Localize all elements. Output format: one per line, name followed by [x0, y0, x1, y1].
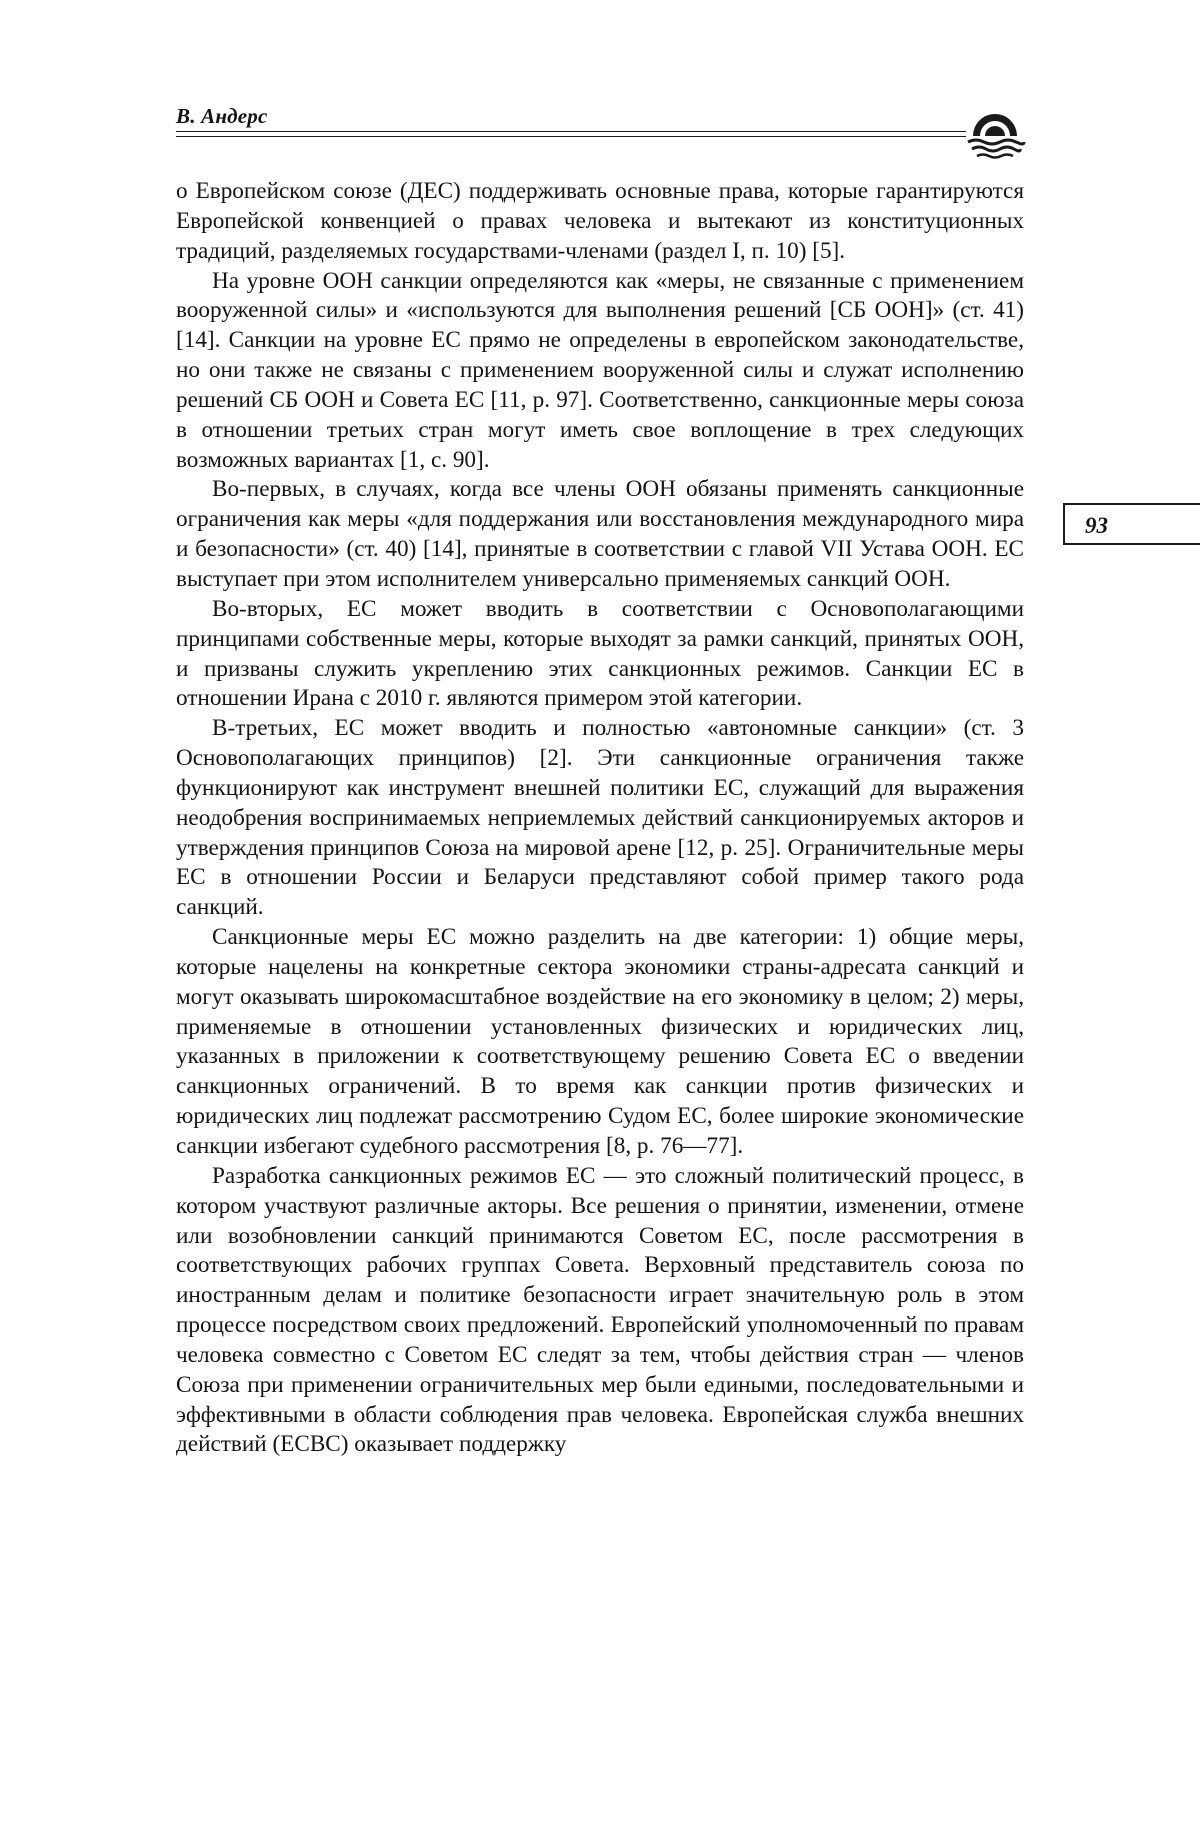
paragraph-2: На уровне ООН санкции определяются как «меры, не связанные с применением вооруженной силы» и «используются для выполнения решений [СБ ООН]» (ст. 41) [14]. Санкции на уровне ЕС прямо не определены в европейском законодательстве, но они также не связаны с применением вооруженной силы и служат исполнению решений СБ ООН и Совета ЕС [11, p. 97]. Соответственно, санкционные меры союза в отношении третьих стран могут иметь свое воплощение в трех следующих возможных вариантах [1, c. 90]. [176, 267, 1024, 473]
running-head: В. Андерс [176, 104, 268, 128]
page-number-box [1063, 503, 1200, 545]
article-body [176, 177, 1024, 1460]
paragraph-3: Во-первых, в случаях, когда все члены ООН обязаны применять санкционные ограничения как меры «для поддержания или восстановления международного мира и безопасности» (ст. 40) [14], принятые в соответствии с главой VII Устава ООН. ЕС выступает при этом исполнителем универсально применяемых санкций ООН. [176, 476, 1024, 592]
header-rule-top [176, 131, 966, 132]
sun-over-waves-icon [964, 106, 1026, 168]
paragraph-4: Во-вторых, ЕС может вводить в соответствии с Основополагающими принципами собственные меры, которые выходят за рамки санкций, принятых ООН, и призваны служить укреплению этих санкционных режимов. Санкции ЕС в отношении Ирана с 2010 г. являются примером этой категории. [176, 595, 1024, 712]
paragraph-1: о Европейском союзе (ДЕС) поддерживать основные права, которые гарантируются Европейской конвенцией о правах человека и вытекают из конституционных традиций, разделяемых государствами-членами (раздел I, п. 10) [5]. [176, 178, 1024, 264]
page-number: 93 [1085, 513, 1108, 538]
header-rule-bottom [176, 136, 966, 137]
paragraph-7: Разработка санкционных режимов ЕС — это сложный политический процесс, в котором участвуют различные акторы. Все решения о принятии, изменении, отмене или возобновлении санкций принимаются Советом ЕС, после рассмотрения в соответствующих рабочих группах Совета. Верховный представитель союза по иностранным делам и политике безопасности играет значительную роль в этом процессе посредством своих предложений. Европейский уполномоченный по правам человека совместно с Советом ЕС следят за тем, чтобы действия стран — членов Союза при применении ограничительных мер были едиными, последовательными и эффективными в области соблюдения прав человека. Европейская служба внешних действий (ЕСВС) оказывает поддержку [176, 1162, 1024, 1458]
paragraph-6: Санкционные меры ЕС можно разделить на две категории: 1) общие меры, которые нацелены на конкретные сектора экономики страны-адресата санкций и могут оказывать широкомасштабное воздействие на его экономику в целом; 2) меры, применяемые в отношении установленных физических и юридических лиц, указанных в приложении к соответствующему решению Совета ЕС о введении санкционных ограничений. В то время как санкции против физических и юридических лиц подлежат рассмотрению Судом ЕС, более широкие экономические санкции избегают судебного рассмотрения [8, p. 76—77]. [176, 924, 1024, 1159]
paragraph-5: В-третьих, ЕС может вводить и полностью «автономные санкции» (ст. 3 Основополагающих принципов) [2]. Эти санкционные ограничения также функционируют как инструмент внешней политики ЕС, служащий для выражения неодобрения воспринимаемых неприемлемых действий санкционируемых акторов и утверждения принципов Союза на мировой арене [12, p. 25]. Ограничительные меры ЕС в отношении России и Беларуси представляют собой пример такого рода санкций. [176, 715, 1024, 921]
